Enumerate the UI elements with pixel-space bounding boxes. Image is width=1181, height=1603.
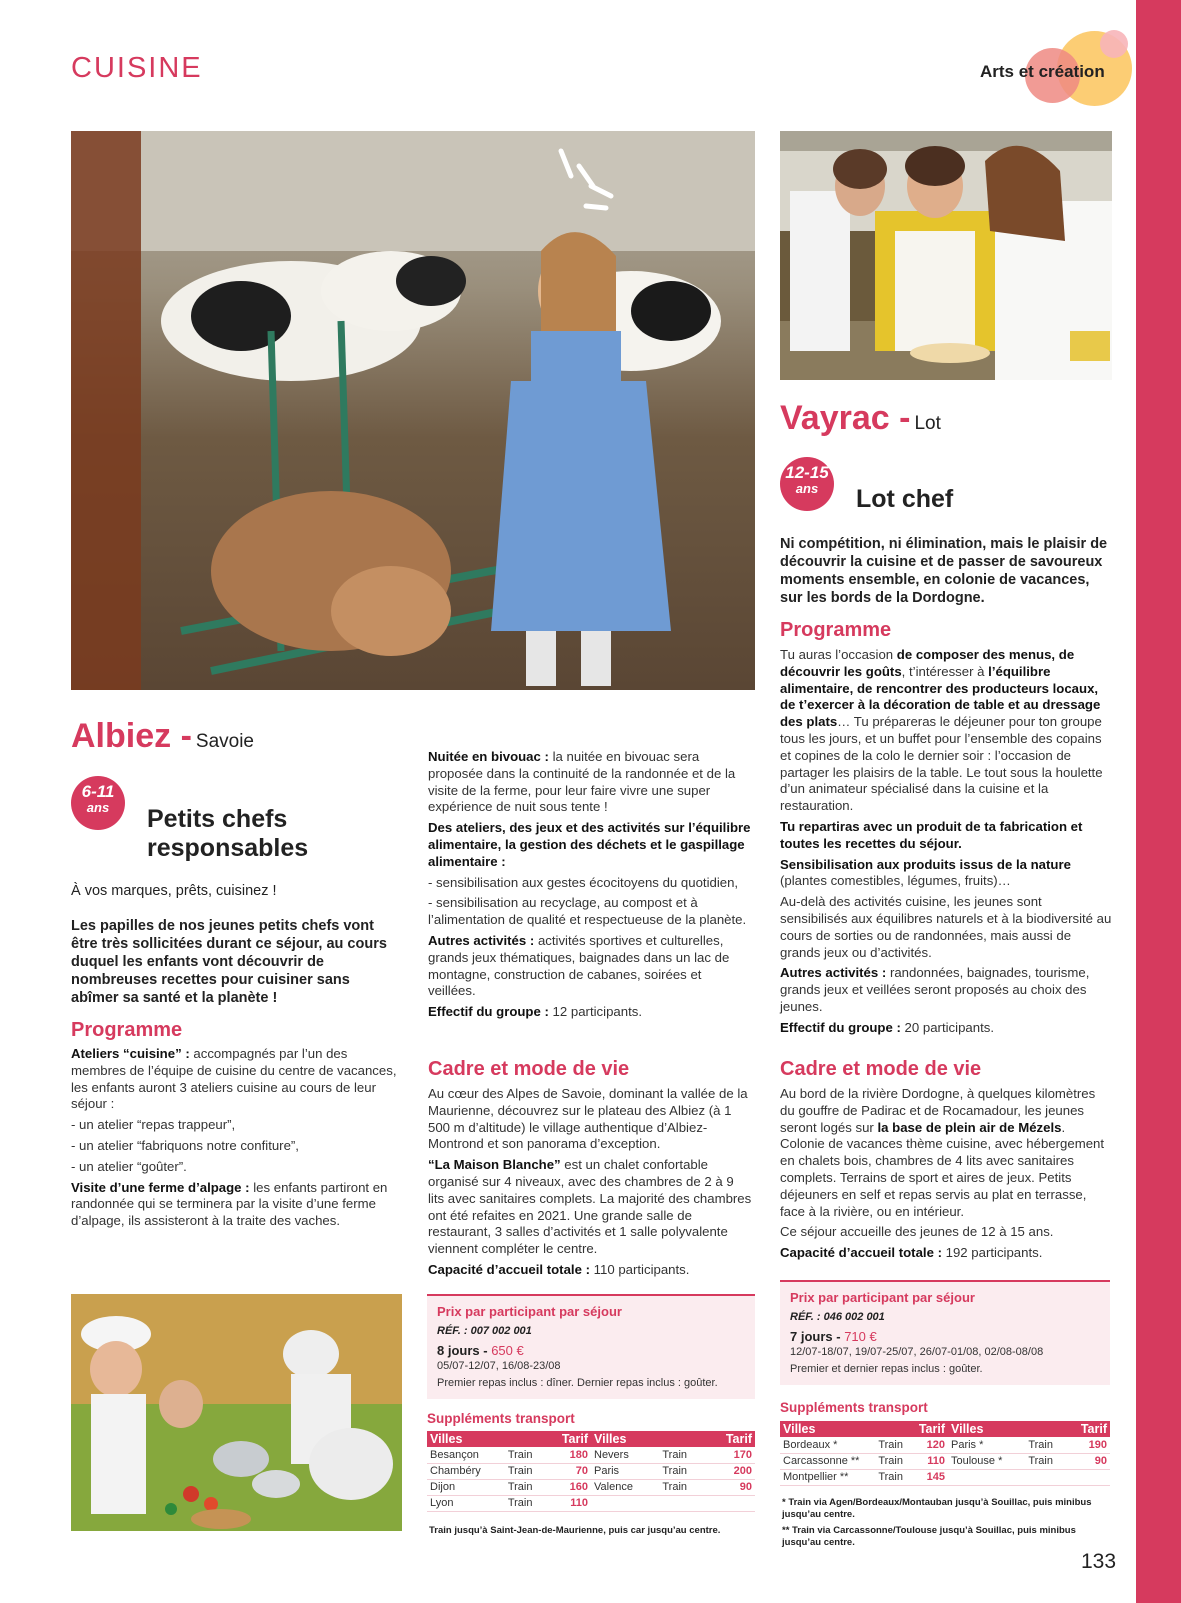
table-row [780,1469,948,1485]
vayrac-stay-title: Lot chef [856,485,954,513]
albiez-price-title: Prix par participant par séjour [437,1304,622,1319]
mode: Train [659,1463,706,1479]
albiez-amount: 650 € [491,1343,524,1358]
city: Montpellier ** [780,1469,875,1485]
price: 200 [706,1463,755,1479]
albiez-ateliers2-item: - sensibilisation aux gestes écocitoyens du quotidien, [428,874,739,890]
albiez-title-line2: responsables [147,834,309,862]
albiez-intro: À vos marques, prêts, cuisinez ! [71,883,277,899]
vayrac-programme-body [780,647,1112,1041]
albiez-age-range: 6-11 [81,782,115,801]
table-row [591,1479,755,1495]
table-row [780,1453,948,1469]
vayrac-transport-table-right [948,1421,1110,1486]
albiez-price-line [437,1343,745,1358]
albiez-autres-text: activités sportives et culturelles, grands jeux thématiques, baignades dans un lac de montagne, construction de cabanes, soirées et veillées. [428,932,730,999]
albiez-transport-tables [427,1431,755,1512]
mode: Train [875,1437,910,1453]
price: 90 [1067,1453,1110,1469]
vayrac-age-badge [780,457,834,511]
albiez-effectif-label: Effectif du groupe : [428,1004,549,1020]
vayrac-autres-label: Autres activités : [780,965,887,981]
mode: Train [505,1447,547,1463]
albiez-ateliers-label: Ateliers “cuisine” : [71,1046,190,1061]
vayrac-capacite-label: Capacité d’accueil totale : [780,1245,942,1261]
table-row [780,1437,948,1453]
albiez-visite-label: Visite d’une ferme d’alpage : [71,1179,250,1195]
albiez-effectif-text: 12 participants. [548,1004,642,1020]
city: Bordeaux * [780,1437,875,1453]
albiez-nuitee-text: la nuitée en bivouac sera proposée dans la continuité de la randonnée et de la visite de la ferme, pour leur faire vivre une super expérience de nuit sous tente ! [428,749,736,815]
vayrac-prog-text: , t’intéresser à [901,663,989,679]
albiez-lead: Les papilles de nos jeunes petits chefs vont être très sollicitées durant ce séjour, au cours duquel les enfants vont découvrir de nombreuses recettes pour cuisiner sans abîmer sa santé et la planète ! [71,918,387,1006]
vayrac-amount: 710 € [844,1329,877,1344]
albiez-nuitee-label: Nuitée en bivouac : [428,749,549,764]
albiez-atelier-item: - un atelier “fabriquons notre confiture”, [71,1137,299,1153]
vayrac-transport-tables [780,1421,1110,1486]
city: Carcassonne ** [780,1453,875,1469]
price: 160 [547,1479,591,1495]
albiez-transport-table-right [591,1431,755,1512]
mode: Train [875,1469,910,1485]
vayrac-price-line [790,1329,1100,1344]
vayrac-price-box [780,1280,1110,1385]
mode: Train [505,1495,547,1511]
side-color-band [1136,0,1181,1603]
albiez-ateliers2-label: Des ateliers, des jeux et des activités sur l’équilibre alimentaire, la gestion des déchets et le gaspillage alimentaire : [428,820,751,869]
vayrac-price-dates: 12/07-18/07, 19/07-25/07, 26/07-01/08, 02/08-08/08 [790,1346,1044,1358]
table-row [591,1447,755,1463]
vayrac-sejour-text: Ce séjour accueille des jeunes de 12 à 15 ans. [780,1224,1054,1240]
albiez-cadre-text: Au cœur des Alpes de Savoie, dominant la vallée de la Maurienne, découvrez sur le plateau des Albiez (à 1 500 m d’altitude) le village authentique d’Albiez-Montrond et son panorama d’exception. [428,1086,748,1152]
vayrac-price-ref [790,1311,1100,1323]
albiez-atelier-item: - un atelier “goûter”. [71,1158,187,1174]
albiez-region: Savoie [195,731,255,752]
photo-teens-cooking [780,131,1112,380]
vayrac-transport-note-2: ** Train via Carcassonne/Toulouse jusqu’à Souillac, puis minibus jusqu’au centre. [782,1525,1076,1548]
table-row [427,1479,591,1495]
albiez-duration: 8 jours - [437,1343,488,1358]
photo-girl-calves [71,131,755,690]
section-title: CUISINE [71,52,203,84]
price: 90 [706,1479,755,1495]
vayrac-region: Lot [914,413,941,434]
page-number: 133 [1081,1550,1117,1573]
city: Paris [591,1463,659,1479]
vayrac-sensib-text: (plantes comestibles, légumes, fruits)… [780,873,1011,889]
vayrac-cadre-heading: Cadre et mode de vie [780,1058,982,1080]
albiez-visite-text: les enfants partiront en randonnée qui se terminera par la visite d’une ferme d’alpage, ils assisteront à la traite des vaches. [71,1179,388,1229]
vayrac-capacite-text: 192 participants. [941,1245,1043,1261]
mode: Train [659,1447,706,1463]
price: 110 [547,1495,591,1511]
vayrac-prog-bold: de composer des menus, de découvrir les goûts [780,647,1075,679]
col-header-city: Villes [427,1431,505,1447]
albiez-transport-table-left [427,1431,591,1512]
price: 70 [547,1463,591,1479]
price: 145 [911,1469,948,1485]
city: Besançon [427,1447,505,1463]
table-row [948,1437,1110,1453]
vayrac-repartiras: Tu repartiras avec un produit de ta fabrication et toutes les recettes du séjour. [780,818,1083,851]
col-header-city: Villes [948,1421,1025,1437]
vayrac-audela: Au-delà des activités cuisine, les jeunes sont sensibilisés aux équilibres naturels et à la biodiversité au cours de sorties ou de randonnées, mais aussi de grands jeux ou d’activités. [780,894,1112,960]
vayrac-cadre-text: Au bord de la rivière Dordogne, à quelques kilomètres du gouffre de Padirac et de Rocamadour, les jeunes seront logés sur [780,1086,1096,1135]
albiez-transport-note: Train jusqu’à Saint-Jean-de-Maurienne, puis car jusqu’au centre. [429,1525,721,1536]
table-row [427,1447,591,1463]
vayrac-transport-title: Suppléments transport [780,1400,928,1415]
albiez-capacite-text: 110 participants. [589,1261,690,1277]
vayrac-effectif-label: Effectif du groupe : [780,1019,901,1035]
vayrac-programme-heading: Programme [780,619,892,641]
albiez-price-meals: Premier repas inclus : dîner. Dernier repas inclus : goûter. [437,1377,718,1389]
mode: Train [659,1479,706,1495]
vayrac-ref-label: RÉF. : [790,1311,821,1323]
vayrac-autres-text: randonnées, baignades, tourisme, grands jeux et veillées seront proposés au choix des jeunes. [780,965,1090,1014]
albiez-programme-heading: Programme [71,1019,183,1041]
col-header-city: Villes [780,1421,875,1437]
vayrac-age-unit: ans [795,481,819,496]
vayrac-ref-value: 046 002 001 [823,1311,885,1323]
albiez-capacite-label: Capacité d’accueil totale : [428,1261,590,1277]
mode: Train [505,1479,547,1495]
mode: Train [875,1453,910,1469]
price: 170 [706,1447,755,1463]
albiez-destination-name: Albiez - [71,717,192,755]
albiez-maison-label: “La Maison Blanche” [428,1157,561,1173]
vayrac-prog-text: Tu auras l’occasion [780,647,897,662]
albiez-price-ref [437,1325,745,1337]
city: Toulouse * [948,1453,1025,1469]
vayrac-sensib-label: Sensibilisation aux produits issus de la nature [780,856,1071,872]
city: Dijon [427,1479,505,1495]
photo-kids-cooking [71,1294,402,1531]
vayrac-cadre-bold: la base de plein air de Mézels [877,1119,1062,1135]
albiez-price-dates: 05/07-12/07, 16/08-23/08 [437,1360,561,1372]
vayrac-effectif-text: 20 participants. [900,1019,994,1035]
table-row [948,1453,1110,1469]
vayrac-cadre-text: . Colonie de vacances thème cuisine, avec hébergement en chalets bois, chambres de 4 lits avec sanitaires complets. Terrains de sport et aires de jeux. Petits déjeuners en self et repas servis au plat en terrasse, face à la rivière, ou en intérieur. [780,1119,1105,1219]
albiez-title-line1: Petits chefs [147,805,288,833]
vayrac-destination [780,399,941,438]
albiez-programme-col1 [71,1046,399,1234]
albiez-cadre-heading: Cadre et mode de vie [428,1058,630,1080]
albiez-ateliers-text: accompagnés par l’un des membres de l’équipe de cuisine du centre de vacances, les enfants auront 3 ateliers cuisine au cours de leur séjour : [71,1046,397,1112]
albiez-autres-label: Autres activités : [428,932,535,948]
price: 110 [911,1453,948,1469]
albiez-stay-title [147,805,308,863]
vayrac-transport-note-1: * Train via Agen/Bordeaux/Montauban jusqu’à Souillac, puis minibus jusqu’au centre. [782,1497,1092,1520]
albiez-price-box [427,1294,755,1399]
city: Chambéry [427,1463,505,1479]
city: Nevers [591,1447,659,1463]
albiez-ref-value: 007 002 001 [470,1325,532,1337]
price: 190 [1067,1437,1110,1453]
table-row [591,1463,755,1479]
vayrac-destination-name: Vayrac - [780,399,911,437]
vayrac-duration: 7 jours - [790,1329,841,1344]
price: 120 [911,1437,948,1453]
vayrac-cadre-body [780,1086,1112,1266]
mode: Train [1025,1453,1066,1469]
vayrac-lead: Ni compétition, ni élimination, mais le plaisir de découvrir la cuisine et de passer de savoureux moments ensemble, en colonie de vacances, sur les bords de la Dordogne. [780,536,1108,606]
city: Valence [591,1479,659,1495]
albiez-programme-col2 [428,749,752,1025]
vayrac-price-meals: Premier et dernier repas inclus : goûter. [790,1363,983,1375]
vayrac-age-range: 12-15 [785,463,829,482]
albiez-age-badge [71,776,125,830]
col-header-price: Tarif [706,1431,755,1447]
price: 180 [547,1447,591,1463]
vayrac-prog-bold: l’équilibre alimentaire, de rencontrer des producteurs locaux, de t’exercer à la décoration de table et au dressage des plats [780,663,1101,730]
albiez-ateliers2-item: - sensibilisation au recyclage, au compost et à l’alimentation de qualité et respectueuse de la planète. [428,895,747,928]
city: Lyon [427,1495,505,1511]
col-header-price: Tarif [1067,1421,1110,1437]
mode: Train [505,1463,547,1479]
vayrac-transport-table-left [780,1421,948,1486]
category-label: Arts et création [980,62,1105,81]
vayrac-price-title: Prix par participant par séjour [790,1290,975,1305]
albiez-cadre-body [428,1086,752,1283]
mode: Train [1025,1437,1066,1453]
col-header-price: Tarif [547,1431,591,1447]
albiez-destination [71,717,254,756]
vayrac-prog-text: … Tu prépareras le déjeuner pour ton groupe tous les jours, et un buffet pour l’ensemble des copains et copines de la colo le dernier soir : l’occasion de partager les plaisirs de la table. Le tout sous la houlette d’un animateur spécialisé dans la cuisine et la restauration. [780,714,1103,814]
table-row [427,1463,591,1479]
albiez-maison-text: est un chalet confortable organisé sur 4 niveaux, avec des chambres de 2 à 9 lits avec sanitaires complets. La majorité des chambres ont été refaites en 2021. Une grande salle de restaurant, 3 salles d’activités et 1 salle polyvalente viennent compléter le centre. [428,1157,752,1257]
albiez-transport-title: Suppléments transport [427,1411,575,1426]
city: Paris * [948,1437,1025,1453]
col-header-city: Villes [591,1431,659,1447]
table-row [427,1495,591,1511]
albiez-age-unit: ans [86,800,110,815]
category-decor-circle-pink [1100,30,1128,58]
col-header-price: Tarif [911,1421,948,1437]
albiez-atelier-item: - un atelier “repas trappeur”, [71,1117,236,1133]
albiez-ref-label: RÉF. : [437,1325,468,1337]
